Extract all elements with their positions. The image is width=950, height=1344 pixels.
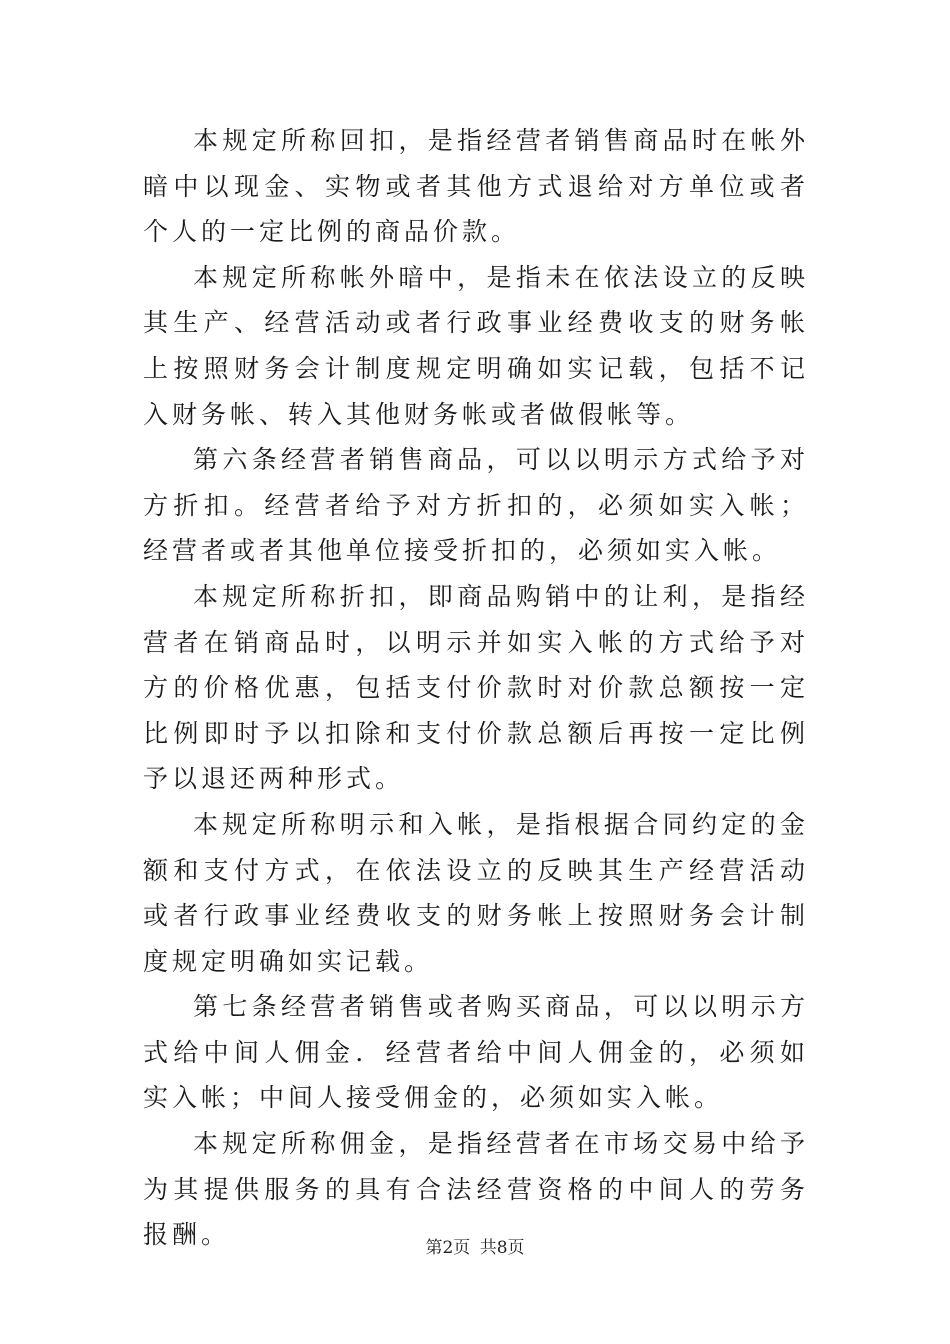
page-footer (0, 1236, 950, 1260)
paragraph-explicit-entry-definition: 本规定所称明示和入帐，是指根据合同约定的金额和支付方式，在依法设立的反映其生产经营活动或者行政事业经费收支的财务帐上按照财务会计制度规定明确如实记载。 (143, 809, 809, 976)
paragraph-article-7: 第七条经营者销售或者购买商品，可以以明示方式给中间人佣金．经营者给中间人佣金的，必须如实入帐；中间人接受佣金的，必须如实入帐。 (143, 992, 809, 1113)
paragraph-kickback-definition: 本规定所称回扣，是指经营者销售商品时在帐外暗中以现金、实物或者其他方式退给对方单位或者个人的一定比例的商品价款。 (143, 126, 809, 247)
paragraph-article-6: 第六条经营者销售商品，可以以明示方式给予对方折扣。经营者给予对方折扣的，必须如实入帐；经营者或者其他单位接受折扣的，必须如实入帐。 (143, 445, 809, 566)
page-number: 第2页 (425, 1238, 471, 1258)
page-total: 共8页 (479, 1238, 525, 1258)
paragraph-discount-definition: 本规定所称折扣，即商品购销中的让利，是指经营者在销商品时，以明示并如实入帐的方式给予对方的价格优惠，包括支付价款时对价款总额按一定比例即时予以扣除和支付价款总额后再按一定比例予以退还两种形式。 (143, 581, 809, 794)
paragraph-off-book-definition: 本规定所称帐外暗中，是指未在依法设立的反映其生产、经营活动或者行政事业经费收支的财务帐上按照财务会计制度规定明确如实记载，包括不记入财务帐、转入其他财务帐或者做假帐等。 (143, 262, 809, 429)
document-body (143, 118, 809, 1258)
paragraph-commission-definition: 本规定所称佣金，是指经营者在市场交易中给予为其提供服务的具有合法经营资格的中间人的劳务报酬。 (143, 1129, 809, 1250)
